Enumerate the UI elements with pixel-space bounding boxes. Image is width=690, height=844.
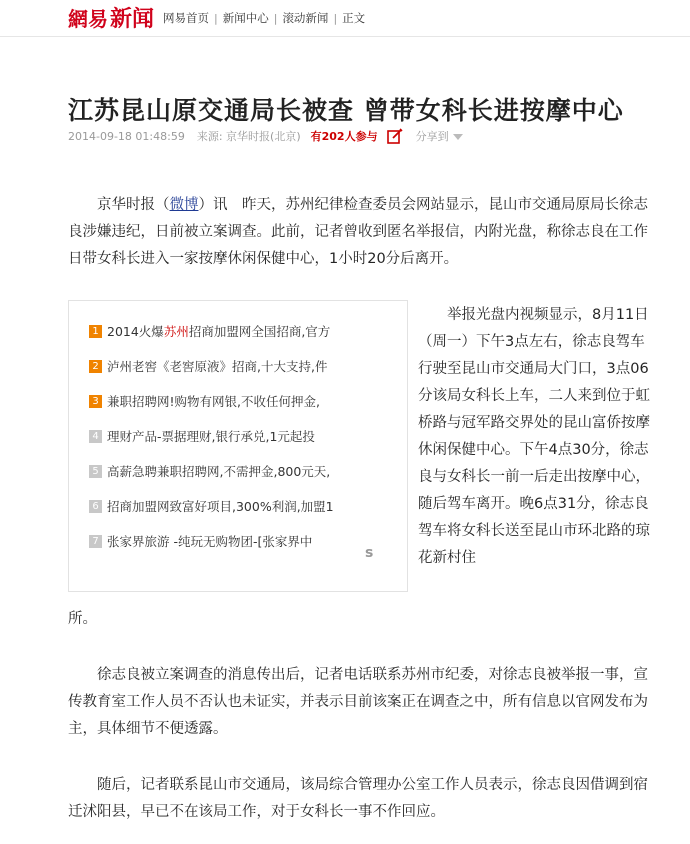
weibo-link[interactable]: 微博 — [169, 197, 199, 213]
ad-rank-badge: 7 — [89, 535, 102, 548]
ad-rank-badge: 3 — [89, 395, 102, 408]
article-meta — [68, 127, 463, 145]
article-title: 江苏昆山原交通局长被查 曾带女科长进按摩中心 — [68, 95, 624, 125]
ad-text: 高薪急聘兼职招聘网,不需押金,800元天, — [107, 464, 331, 479]
logo-news-text: 新闻 — [110, 5, 155, 32]
ad-text: 张家界旅游 -纯玩无购物团-[张家界中 — [107, 534, 313, 549]
p2-tail-text: 所。 — [68, 611, 97, 627]
breadcrumb-separator: | — [273, 11, 278, 25]
ad-rank-badge: 6 — [89, 500, 102, 513]
publish-date: 2014-09-18 01:48:59 — [68, 129, 185, 143]
article-source[interactable]: 来源: 京华时报(北京) — [196, 130, 301, 143]
ad-rank-badge: 4 — [89, 430, 102, 443]
ad-item[interactable] — [89, 427, 389, 445]
p1-text-rest: ）讯 昨天，苏州纪律检查委员会网站显示，昆山市交通局原局长徐志良涉嫌违纪，日前被立案调查。此前，记者曾收到匿名举报信，内附光盘，称徐志良在工作日带女科长进入一家按摩休闲保健中心，1小时20分后离开。 — [68, 197, 648, 267]
ad-item[interactable] — [89, 497, 389, 515]
p4-text: 随后，记者联系昆山市交通局，该局综合管理办公室工作人员表示，徐志良因借调到宿迁沭阳县，早已不在该局工作，对于女科长一事不作回应。 — [68, 777, 648, 820]
breadcrumb-home[interactable]: 网易首页 — [163, 11, 209, 25]
ad-provider-mark: s — [365, 545, 374, 561]
article-paragraph-3 — [68, 662, 650, 743]
ad-rank-badge: 5 — [89, 465, 102, 478]
netease-news-logo[interactable] — [68, 4, 154, 30]
top-bar — [0, 0, 690, 37]
participants-count[interactable]: 有202人参与 — [310, 130, 378, 143]
ad-text: 泸州老窖《老窖原液》招商,十大支持,件 — [107, 359, 328, 374]
share-button[interactable] — [416, 128, 463, 144]
p1-text-start: 京华时报（ — [97, 197, 170, 213]
breadcrumb-rolling-news[interactable]: 滚动新闻 — [282, 11, 329, 25]
ad-text: 兼职招聘网!购物有网银,不收任何押金, — [107, 394, 320, 409]
ad-item[interactable] — [89, 392, 389, 410]
ad-text: 理财产品-票据理财,银行承兑,1元起投 — [107, 429, 315, 444]
breadcrumb-separator: | — [333, 11, 338, 25]
article-paragraph-1 — [68, 192, 650, 273]
logo-netease-text: 網易 — [68, 6, 108, 31]
ad-box — [68, 300, 408, 592]
ad-item[interactable] — [89, 357, 389, 375]
ad-rank-badge: 1 — [89, 325, 102, 338]
ad-text: 2014火爆苏州招商加盟网全国招商,官方 — [107, 324, 331, 339]
ad-rank-badge: 2 — [89, 360, 102, 373]
ad-text: 招商加盟网致富好项目,300%利润,加盟1 — [107, 499, 334, 514]
breadcrumb — [163, 10, 365, 26]
breadcrumb-separator: | — [214, 11, 218, 25]
ad-item[interactable] — [89, 532, 359, 550]
p2-text: 举报光盘内视频显示，8月11日（周一）下午3点左右，徐志良驾车行驶至昆山市交通局大门口，3点06分该局女科长上车，二人来到位于虹桥路与冠军路交界处的昆山富侨按摩休闲保健中心。下午4点30分，徐志良与女科长一前一后走出按摩中心，随后驾车离开。晚6点31分，徐志良驾车将女科长送至昆山市环北路的琼花新村住 — [418, 307, 650, 566]
breadcrumb-current: 正文 — [342, 11, 366, 25]
share-label: 分享到 — [415, 130, 449, 143]
article-paragraph-2 — [418, 302, 650, 572]
p3-text: 徐志良被立案调查的消息传出后，记者电话联系苏州市纪委，对徐志良被举报一事，宣传教育室工作人员不否认也未证实，并表示目前该案正在调查之中，所有信息以官网发布为主，具体细节不便透露。 — [68, 667, 648, 737]
chevron-down-icon — [453, 134, 463, 140]
article-paragraph-4 — [68, 772, 650, 826]
breadcrumb-news-center[interactable]: 新闻中心 — [222, 11, 269, 25]
ad-item[interactable] — [89, 462, 389, 480]
ad-item[interactable] — [89, 322, 389, 340]
comment-edit-icon[interactable] — [386, 127, 404, 145]
